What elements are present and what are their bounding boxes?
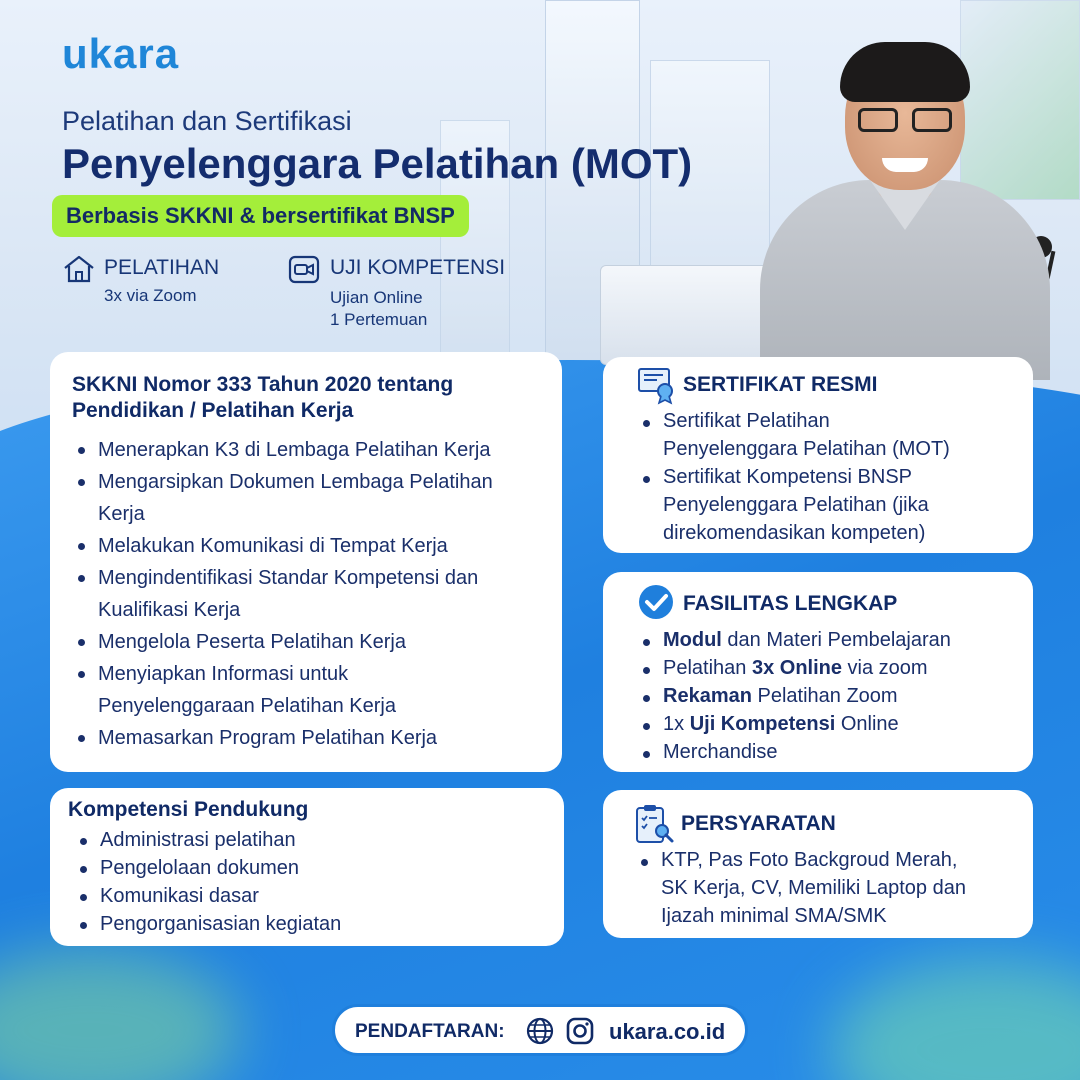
registration-label: PENDAFTARAN: (355, 1021, 505, 1042)
clipboard-search-icon (635, 804, 675, 844)
list-item: Administrasi pelatihan (68, 826, 564, 854)
feature-title: PELATIHAN (104, 256, 220, 279)
list-item: Modul dan Materi Pembelajaran (637, 626, 1033, 654)
sertifikat-title: SERTIFIKAT RESMI (683, 373, 878, 396)
list-item: Menerapkan K3 di Lembaga Pelatihan Kerja (72, 434, 562, 466)
list-item: Mengindentifikasi Standar Kompetensi dan Kualifikasi Kerja (72, 562, 562, 626)
list-item: Pelatihan 3x Online via zoom (637, 654, 1033, 682)
list-item: 1x Uji Kompetensi Online (637, 710, 1033, 738)
certificate-icon (637, 365, 677, 405)
skkni-title: SKKNI Nomor 333 Tahun 2020 tentang Pendidikan / Pelatihan Kerja (72, 373, 454, 422)
list-item: Sertifikat Pelatihan Penyelenggara Pelatihan (MOT) (637, 407, 1033, 463)
laptop-image (600, 265, 770, 365)
list-item: Melakukan Komunikasi di Tempat Kerja (72, 530, 562, 562)
list-item: Rekaman Pelatihan Zoom (637, 682, 1033, 710)
fasilitas-title: FASILITAS LENGKAP (683, 592, 898, 615)
globe-icon[interactable] (525, 1016, 555, 1046)
registration-bar (332, 1004, 748, 1056)
kompetensi-list (68, 826, 564, 938)
fasilitas-card (603, 572, 1033, 772)
list-item: Pengorganisasian kegiatan (68, 910, 564, 938)
list-item: Mengelola Peserta Pelatihan Kerja (72, 626, 562, 658)
home-icon (62, 254, 96, 284)
list-item: Mengarsipkan Dokumen Lembaga Pelatihan Kerja (72, 466, 562, 530)
kompetensi-title: Kompetensi Pendukung (68, 798, 309, 821)
skkni-list (72, 434, 562, 754)
sertifikat-card (603, 357, 1033, 553)
feature-detail: Ujian Online (330, 288, 423, 307)
list-item: Pengelolaan dokumen (68, 854, 564, 882)
instagram-icon[interactable] (565, 1016, 595, 1046)
presenter-photo (760, 30, 1050, 360)
list-item: Komunikasi dasar (68, 882, 564, 910)
persyaratan-title: PERSYARATAN (681, 812, 836, 835)
video-camera-icon (288, 254, 322, 284)
sertifikat-list (637, 407, 1033, 547)
accreditation-badge: Berbasis SKKNI & bersertifikat BNSP (52, 195, 469, 237)
page-title: Penyelenggara Pelatihan (MOT) (62, 140, 693, 187)
check-circle-icon (637, 584, 677, 624)
fasilitas-list (637, 626, 1033, 766)
skkni-card (50, 352, 562, 772)
website-link[interactable]: ukara.co.id (609, 1019, 726, 1044)
persyaratan-list (635, 846, 1033, 930)
persyaratan-card (603, 790, 1033, 938)
list-item: Memasarkan Program Pelatihan Kerja (72, 722, 562, 754)
page-subtitle: Pelatihan dan Sertifikasi (62, 106, 352, 136)
kompetensi-card (50, 788, 564, 946)
list-item: Merchandise (637, 738, 1033, 766)
feature-title: UJI KOMPETENSI (330, 256, 506, 279)
list-item: Sertifikat Kompetensi BNSP Penyelenggara Pelatihan (jika direkomendasikan kompeten) (637, 463, 1033, 547)
list-item: KTP, Pas Foto Backgroud Merah, SK Kerja, CV, Memiliki Laptop dan Ijazah minimal SMA/SMK (635, 846, 1033, 930)
list-item: Menyiapkan Informasi untuk Penyelenggaraan Pelatihan Kerja (72, 658, 562, 722)
brand-logo: ukara (62, 30, 180, 77)
feature-detail: 1 Pertemuan (330, 310, 428, 329)
feature-detail: 3x via Zoom (104, 286, 197, 305)
